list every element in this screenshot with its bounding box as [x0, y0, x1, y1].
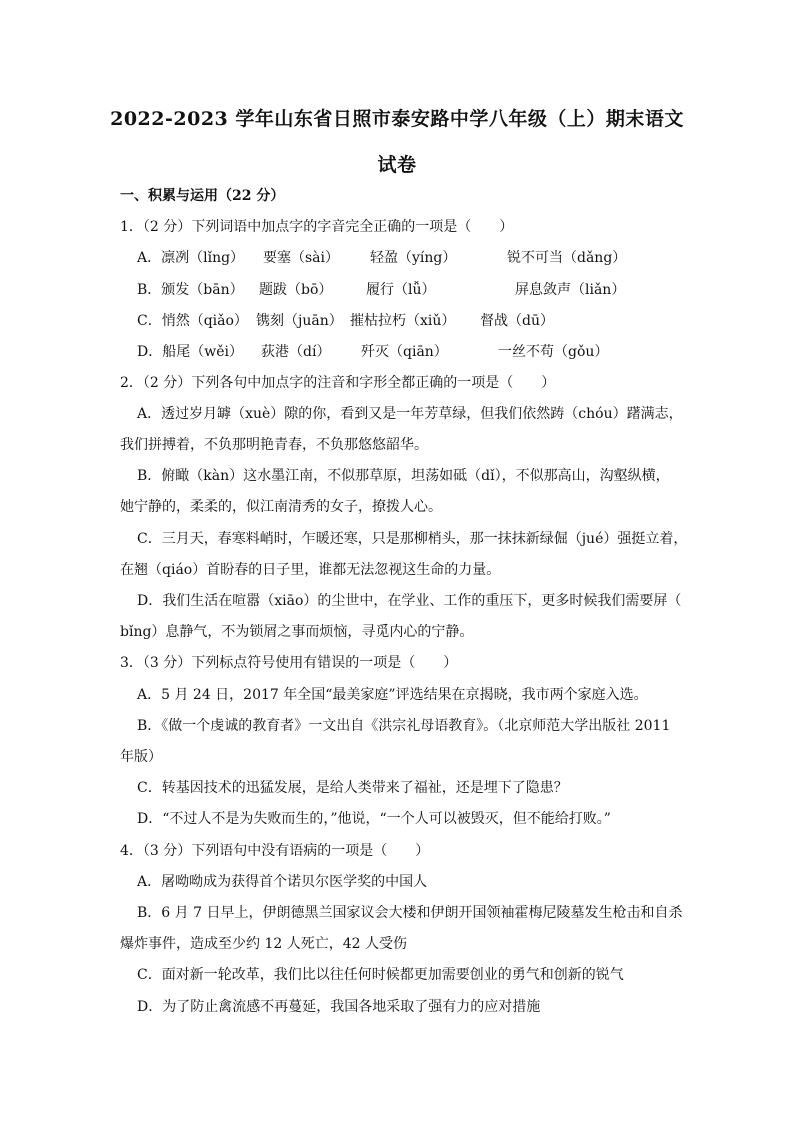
q4-option-c: C．面对新一轮改革，我们比以往任何时候都更加需要创业的勇气和创新的锐气 [137, 967, 624, 983]
q1-option-b-word-2: 题跋（bō） [259, 282, 333, 298]
q1-option-d-word-1: D．船尾（wěi） [137, 344, 243, 360]
q1-option-d-word-2: 荻港（dí） [261, 344, 331, 360]
section-heading: 一、积累与运用（22 分） [120, 188, 285, 204]
q2-option-b-line-1: B．俯瞰（kàn）这水墨江南，不似那草原，坦荡如砥（dǐ），不似那高山，沟壑纵横， [137, 468, 670, 484]
q1-option-a-word-1: A．凛冽（lǐng） [137, 250, 245, 266]
q1-option-c-word-1: C．悄然（qiǎo） [137, 313, 248, 329]
q3-option-c: C．转基因技术的迅猛发展，是给人类带来了福祉，还是埋下了隐患？ [137, 780, 568, 796]
page-title-continued: 试卷 [377, 154, 417, 176]
question-3-stem: 3．（3 分）下列标点符号使用有错误的一项是（ ） [120, 655, 458, 671]
q4-option-a: A．屠呦呦成为获得首个诺贝尔医学奖的中国人 [137, 874, 428, 890]
q1-option-c-word-3: 摧枯拉朽（xiǔ） [350, 313, 456, 329]
q1-option-a-word-4: 锐不可当（dǎng） [507, 250, 627, 266]
q1-option-d-word-3: 歼灭（qiān） [361, 344, 448, 360]
q2-option-d-line-2: bǐng）息静气，不为锁屑之事而烦恼，寻觅内心的宁静。 [120, 624, 474, 640]
question-4-stem: 4．（3 分）下列语句中没有语病的一项是（ ） [120, 843, 430, 859]
q1-option-a-word-2: 要塞（sài） [263, 250, 340, 266]
q1-option-b-word-4: 屏息敛声（liǎn） [515, 282, 626, 298]
q2-option-c-line-2: 在翘（qiáo）首盼春的日子里，谁都无法忽视这生命的力量。 [120, 562, 501, 578]
q2-option-b-line-2: 她宁静的，柔柔的，似江南清秀的女子，撩拨人心。 [120, 499, 442, 515]
q3-option-d: D．“不过人不是为失败而生的，”他说，“一个人可以被毁灭，但不能给打败。” [137, 811, 611, 827]
q1-option-b-word-3: 履行（lǚ） [366, 282, 436, 298]
q2-option-c-line-1: C．三月天，春寒料峭时，乍暖还寒，只是那柳梢头，那一抹抹新绿倔（jué）强挺立着， [137, 531, 688, 547]
q3-option-a: A．5 月 24 日，2017 年全国“最美家庭”评选结果在京揭晓，我市两个家庭入选。 [137, 687, 648, 703]
q2-option-d-line-1: D．我们生活在喧嚣（xiāo）的尘世中，在学业、工作的重压下，更多时候我们需要屏（ [137, 593, 682, 609]
q3-option-b-line-2: 年版） [120, 749, 162, 765]
q3-option-b-line-1: B．《做一个虔诚的教育者》一文出自《洪宗礼母语教育》。（北京师范大学出版社 2011 [137, 718, 671, 734]
q1-option-c-word-4: 督战（dū） [480, 313, 554, 329]
q4-option-b-line-2: 爆炸事件，造成至少约 12 人死亡，42 人受伤 [120, 936, 407, 952]
q1-option-c-word-2: 镌刻（juān） [256, 313, 343, 329]
q2-option-a-line-1: A．透过岁月罅（xuè）隙的你，看到又是一年芳草绿，但我们依然踌（chóu）躇满志， [137, 406, 683, 422]
page-title: 2022-2023 学年山东省日照市泰安路中学八年级（上）期末语文 [110, 108, 684, 130]
q1-option-b-word-1: B．颁发（bān） [137, 282, 244, 298]
q2-option-a-line-2: 我们拼搏着，不负那明艳青春，不负那悠悠韶华。 [120, 437, 428, 453]
question-2-stem: 2．（2 分）下列各句中加点字的注音和字形全都正确的一项是（ ） [120, 375, 556, 391]
question-1-stem: 1．（2 分）下列词语中加点字的字音完全正确的一项是（ ） [120, 219, 514, 235]
q1-option-a-word-3: 轻盈（yíng） [370, 250, 457, 266]
q4-option-b-line-1: B．6 月 7 日早上，伊朗德黑兰国家议会大楼和伊朗开国领袖霍梅尼陵墓发生枪击和自杀 [137, 905, 683, 921]
q4-option-d: D．为了防止禽流感不再蔓延，我国各地采取了强有力的应对措施 [137, 999, 541, 1015]
q1-option-d-word-4: 一丝不苟（gǒu） [498, 344, 609, 360]
